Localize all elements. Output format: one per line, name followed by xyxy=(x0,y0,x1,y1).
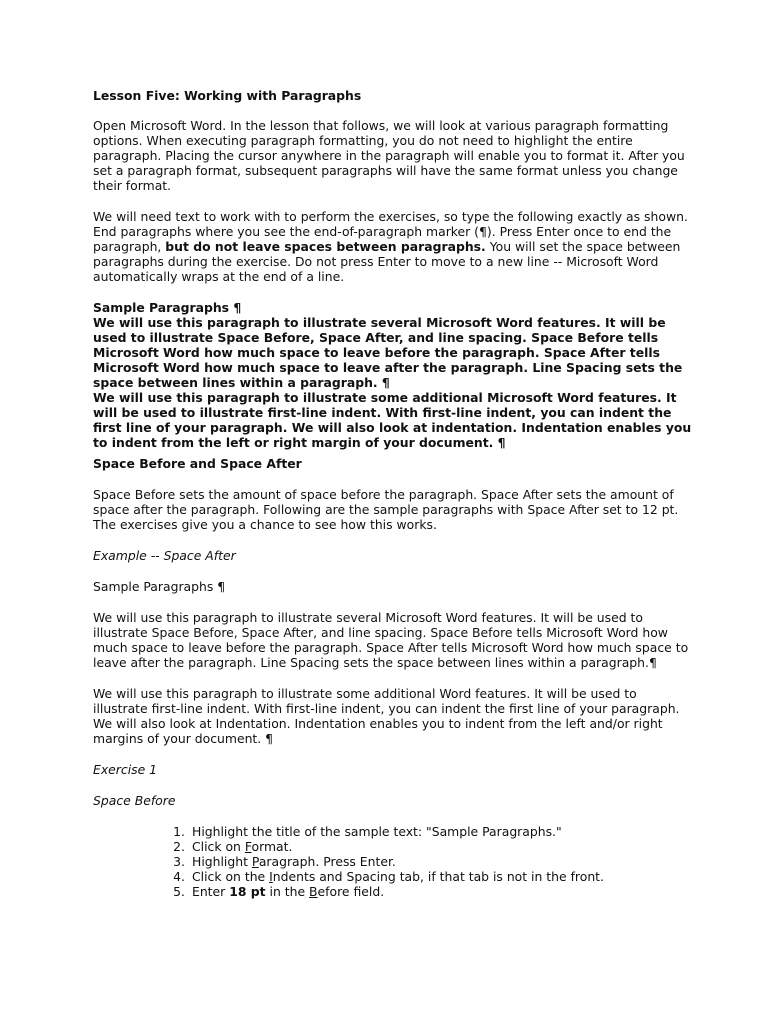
step-item xyxy=(161,854,761,869)
sample-heading: Sample Paragraphs ¶ xyxy=(93,300,242,315)
section-paragraph: Space Before sets the amount of space before the paragraph. Space After sets the amount of space after the paragraph. Following are the sample paragraphs with Space After set to 12 pt. The exercises give you a chance to see how this works. xyxy=(93,487,679,532)
step-text-part: Highlight the title of the sample text: "Sample Paragraphs." xyxy=(192,824,562,839)
step-text-part: in the xyxy=(265,884,310,899)
access-key-letter: F xyxy=(244,839,252,854)
access-key-letter: I xyxy=(269,869,273,884)
step-text-part: ormat. xyxy=(251,839,293,854)
step-number: 1. xyxy=(173,824,185,839)
step-text xyxy=(192,824,562,839)
step-number: 4. xyxy=(173,869,185,884)
step-text xyxy=(192,869,604,884)
access-key-letter: B xyxy=(309,884,318,899)
step-text xyxy=(192,884,384,899)
step-item xyxy=(161,884,761,899)
step-text-part: Enter xyxy=(192,884,230,899)
step-text-part: aragraph. Press Enter. xyxy=(258,854,396,869)
sample-paragraph-2: We will use this paragraph to illustrate some additional Microsoft Word features. It will be used to illustrate first-line indent. With first-line indent, you can indent the first line of your paragraph. We will also look at indentation. Indentation enables you to indent from the left or right margin of your document. ¶ xyxy=(93,390,692,450)
document-page xyxy=(93,88,693,899)
instructions-bold-text: but do not leave spaces between paragraphs. xyxy=(165,239,486,254)
step-text-part: Highlight xyxy=(192,854,252,869)
section-heading: Space Before and Space After xyxy=(93,456,302,471)
step-text-part: efore field. xyxy=(317,884,385,899)
step-text-part: Click on xyxy=(192,839,245,854)
exercise-steps xyxy=(161,824,761,899)
instructions-text-1: We will need text to work with to perform the exercises, so type the following exactly as shown. End paragraphs where you see the end-of-paragraph marker (¶). Press Enter once to end the paragraph, xyxy=(93,209,688,254)
example-label: Example -- Space After xyxy=(93,548,236,563)
step-text xyxy=(192,854,396,869)
step-number: 3. xyxy=(173,854,185,869)
step-text-part: Click on the xyxy=(192,869,270,884)
step-item xyxy=(161,869,761,884)
step-number: 2. xyxy=(173,839,185,854)
example-heading: Sample Paragraphs ¶ xyxy=(93,579,226,594)
instructions-paragraph xyxy=(93,209,693,284)
exercise-label: Exercise 1 xyxy=(93,762,158,777)
lesson-title: Lesson Five: Working with Paragraphs xyxy=(93,88,362,103)
step-value-bold: 18 pt xyxy=(229,884,266,899)
step-number: 5. xyxy=(173,884,185,899)
step-text-part: ndents and Spacing tab, if that tab is not in the front. xyxy=(272,869,604,884)
example-paragraph-1: We will use this paragraph to illustrate several Microsoft Word features. It will be used to illustrate Space Before, Space After, and line spacing. Space Before tells Microsoft Word how much space to leave before the paragraph. Space After tells Microsoft Word how much space to leave after the paragraph. Line Spacing sets the space between lines within a paragraph.¶ xyxy=(93,610,689,670)
instructions-text-2: You will set the space between paragraphs during the exercise. Do not press Enter to move to a new line -- Microsoft Word automatically wraps at the end of a line. xyxy=(93,239,681,284)
exercise-subheading: Space Before xyxy=(93,793,176,808)
step-item xyxy=(161,839,761,854)
step-item xyxy=(161,824,761,839)
sample-text-block xyxy=(93,300,693,450)
access-key-letter: P xyxy=(251,854,259,869)
intro-paragraph: Open Microsoft Word. In the lesson that follows, we will look at various paragraph formatting options. When executing paragraph formatting, you do not need to highlight the entire paragraph. Placing the cursor anywhere in the paragraph will enable you to format it. After you set a paragraph format, subsequent paragraphs will have the same format unless you change their format. xyxy=(93,118,685,193)
sample-paragraph-1: We will use this paragraph to illustrate several Microsoft Word features. It will be used to illustrate Space Before, Space After, and line spacing. Space Before tells Microsoft Word how much space to leave before the paragraph. Space After tells Microsoft Word how much space to leave after the paragraph. Line Spacing sets the space between lines within a paragraph. ¶ xyxy=(93,315,683,390)
example-paragraph-2: We will use this paragraph to illustrate some additional Word features. It will be used to illustrate first-line indent. With first-line indent, you can indent the first line of your paragraph. We will also look at Indentation. Indentation enables you to indent from the left and/or right margins of your document. ¶ xyxy=(93,686,680,746)
step-text xyxy=(192,839,292,854)
